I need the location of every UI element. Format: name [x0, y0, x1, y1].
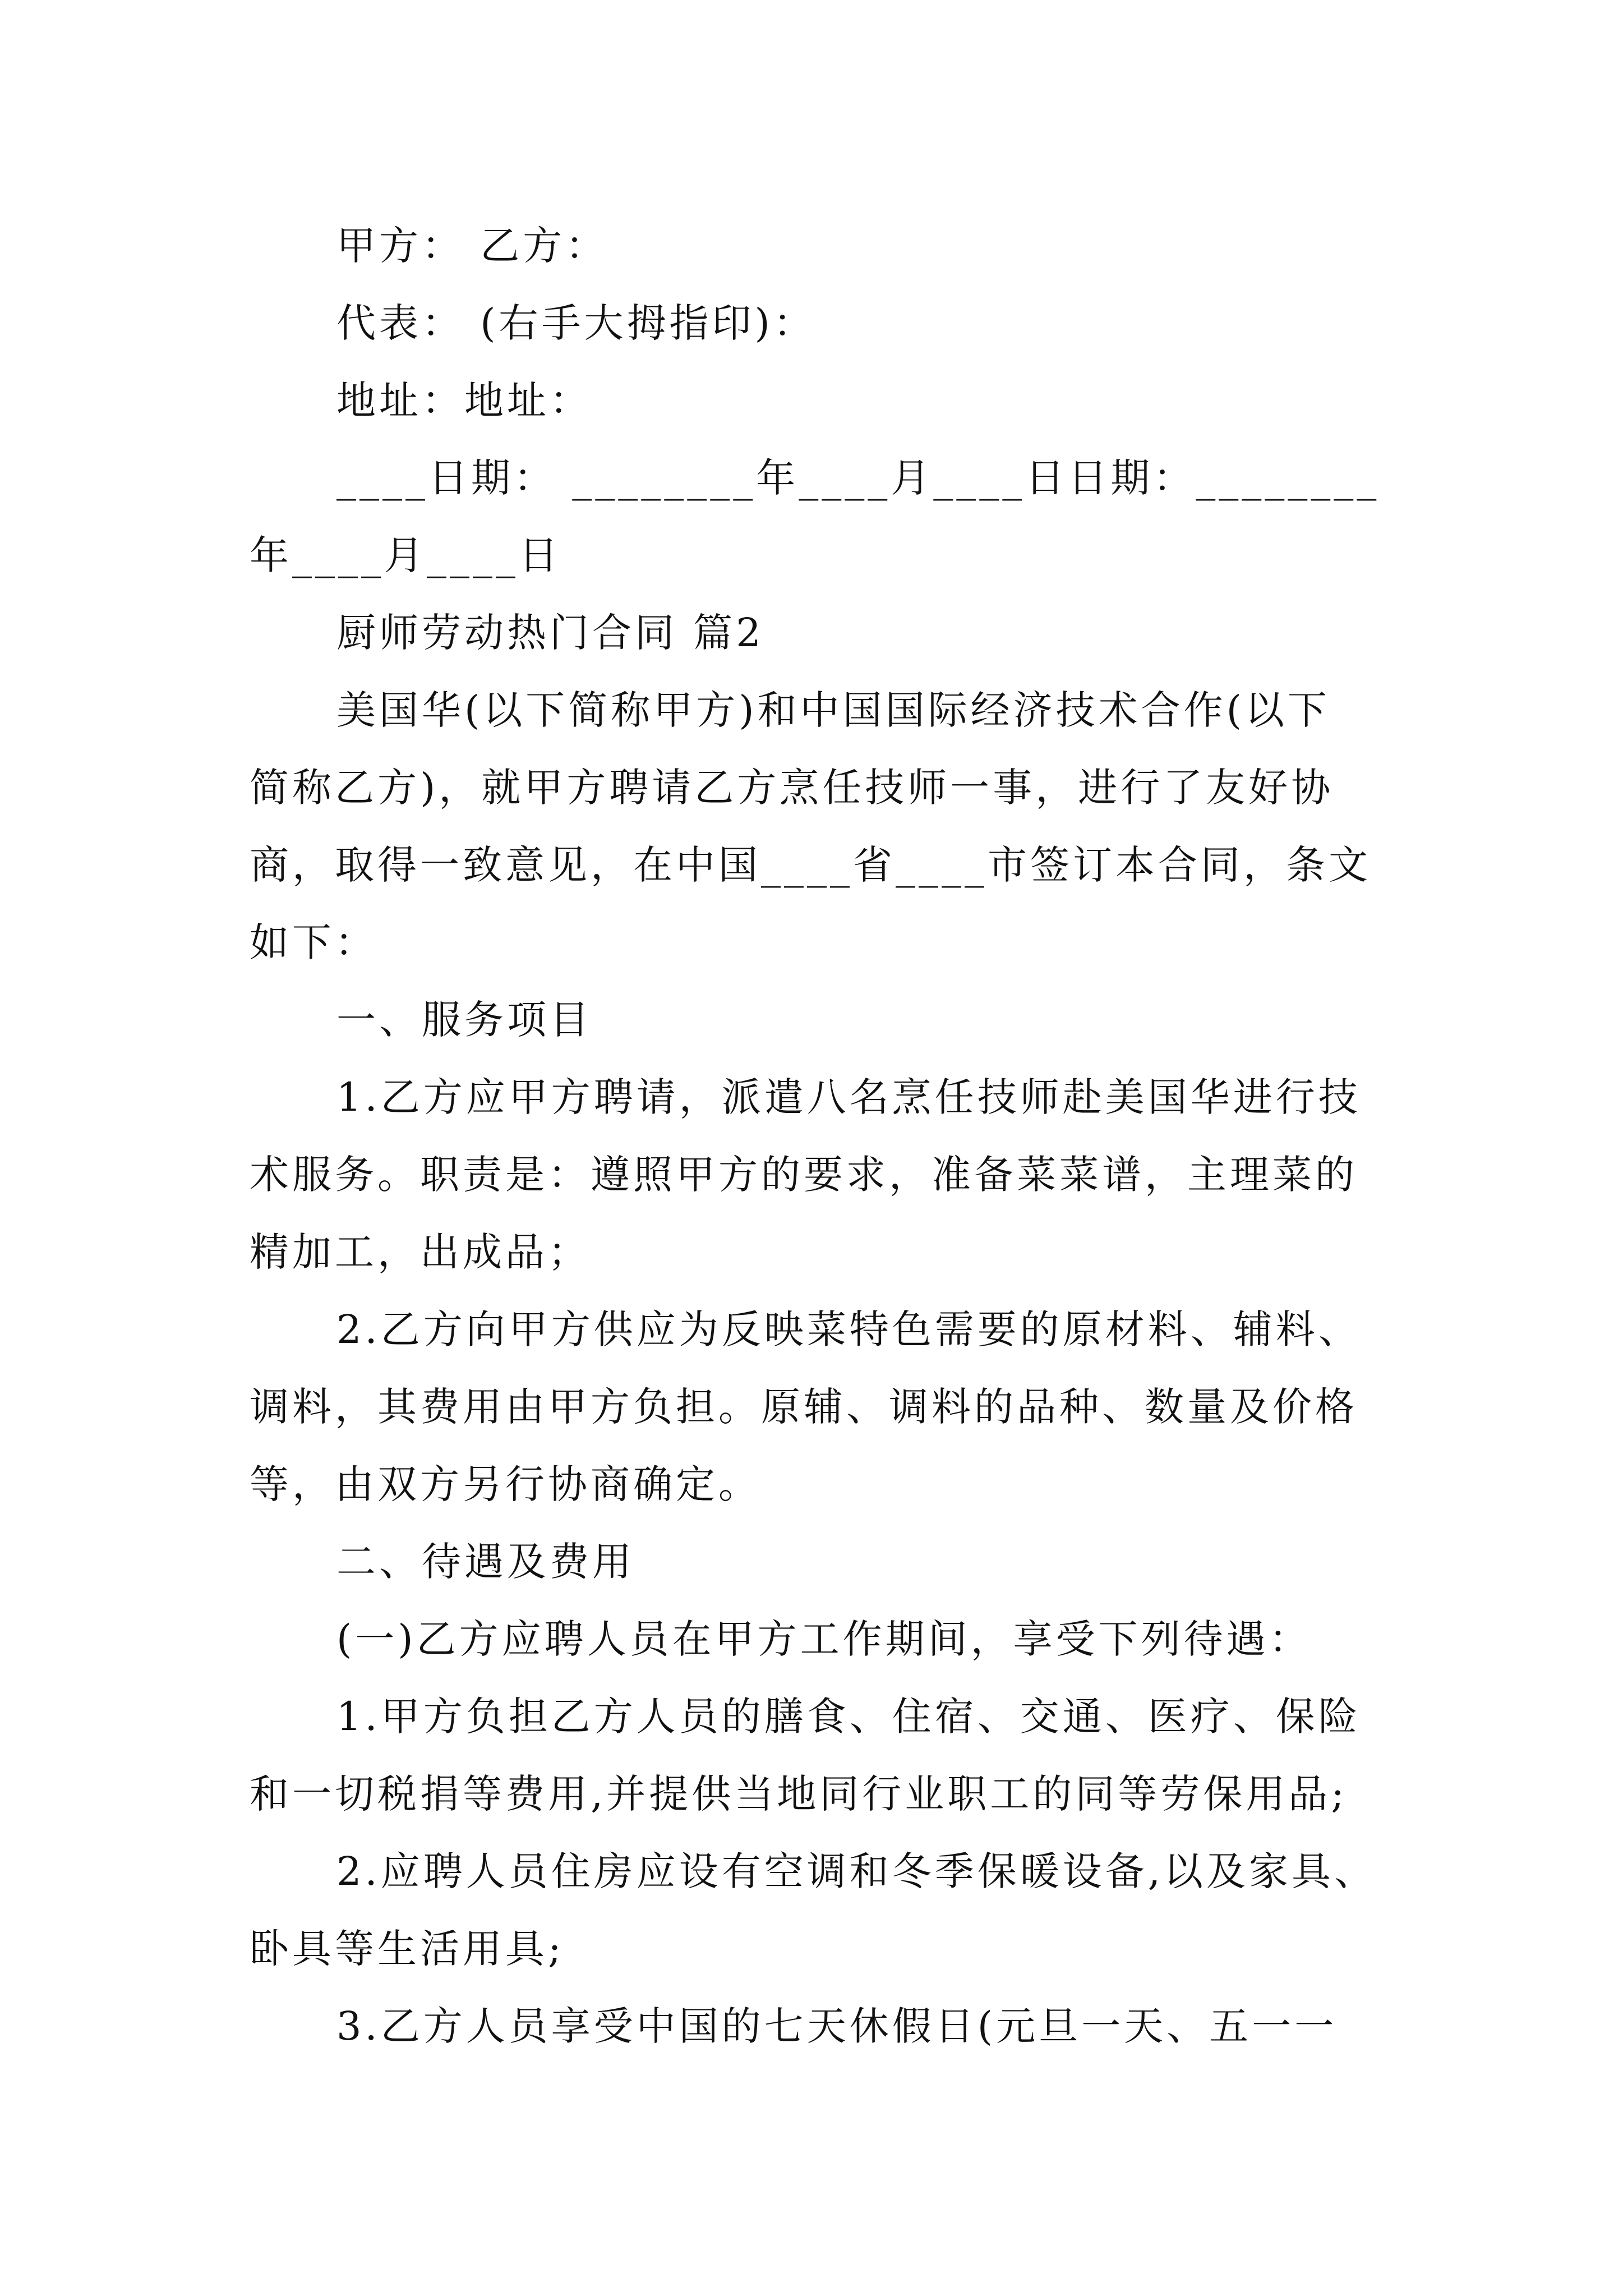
date-line: ____日期： ________年____月____日日期：________	[336, 455, 1380, 501]
paragraph-line: 卧具等生活用具;	[250, 1926, 565, 1972]
representative-line: 代表： (右手大拇指印)：	[336, 300, 816, 346]
paragraph-line: 3.乙方人员享受中国的七天休假日(元旦一天、五一一	[336, 2003, 1338, 2049]
paragraph-line: 和一切税捐等费用,并提供当地同行业职工的同等劳保用品;	[250, 1771, 1348, 1817]
date-line-continued: 年____月____日	[250, 532, 561, 578]
paragraph-line: 术服务。职责是：遵照甲方的要求，准备菜菜谱，主理菜的	[250, 1152, 1358, 1198]
clause-heading: 一、服务项目	[336, 997, 592, 1043]
party-names-line: 甲方： 乙方：	[336, 223, 608, 269]
section-heading: 厨师劳动热门合同 篇2	[336, 610, 764, 656]
paragraph-line: 2.乙方向甲方供应为反映菜特色需要的原材料、辅料、	[336, 1306, 1361, 1352]
paragraph-line: 2.应聘人员住房应设有空调和冬季保暖设备,以及家具、	[336, 1848, 1377, 1894]
paragraph-line: 调料，其费用由甲方负担。原辅、调料的品种、数量及价格	[250, 1384, 1358, 1430]
paragraph-line: 美国华(以下简称甲方)和中国国际经济技术合作(以下	[336, 687, 1330, 733]
address-line: 地址：地址：	[336, 378, 592, 424]
paragraph-line: 如下：	[250, 919, 377, 965]
paragraph-line: 简称乙方)，就甲方聘请乙方烹任技师一事，进行了友好协	[250, 765, 1334, 811]
paragraph-line: 精加工，出成品；	[250, 1229, 591, 1275]
paragraph-line: 等，由双方另行协商确定。	[250, 1461, 761, 1507]
paragraph-line: 1.乙方应甲方聘请，派遣八名烹任技师赴美国华进行技	[336, 1074, 1361, 1120]
paragraph-line: 1.甲方负担乙方人员的膳食、住宿、交通、医疗、保险	[336, 1694, 1361, 1740]
clause-heading: 二、待遇及费用	[336, 1539, 635, 1585]
paragraph-line: (一)乙方应聘人员在甲方工作期间，享受下列待遇：	[336, 1616, 1312, 1662]
paragraph-line: 商，取得一致意见，在中国____省____市签订本合同，条文	[250, 842, 1371, 888]
